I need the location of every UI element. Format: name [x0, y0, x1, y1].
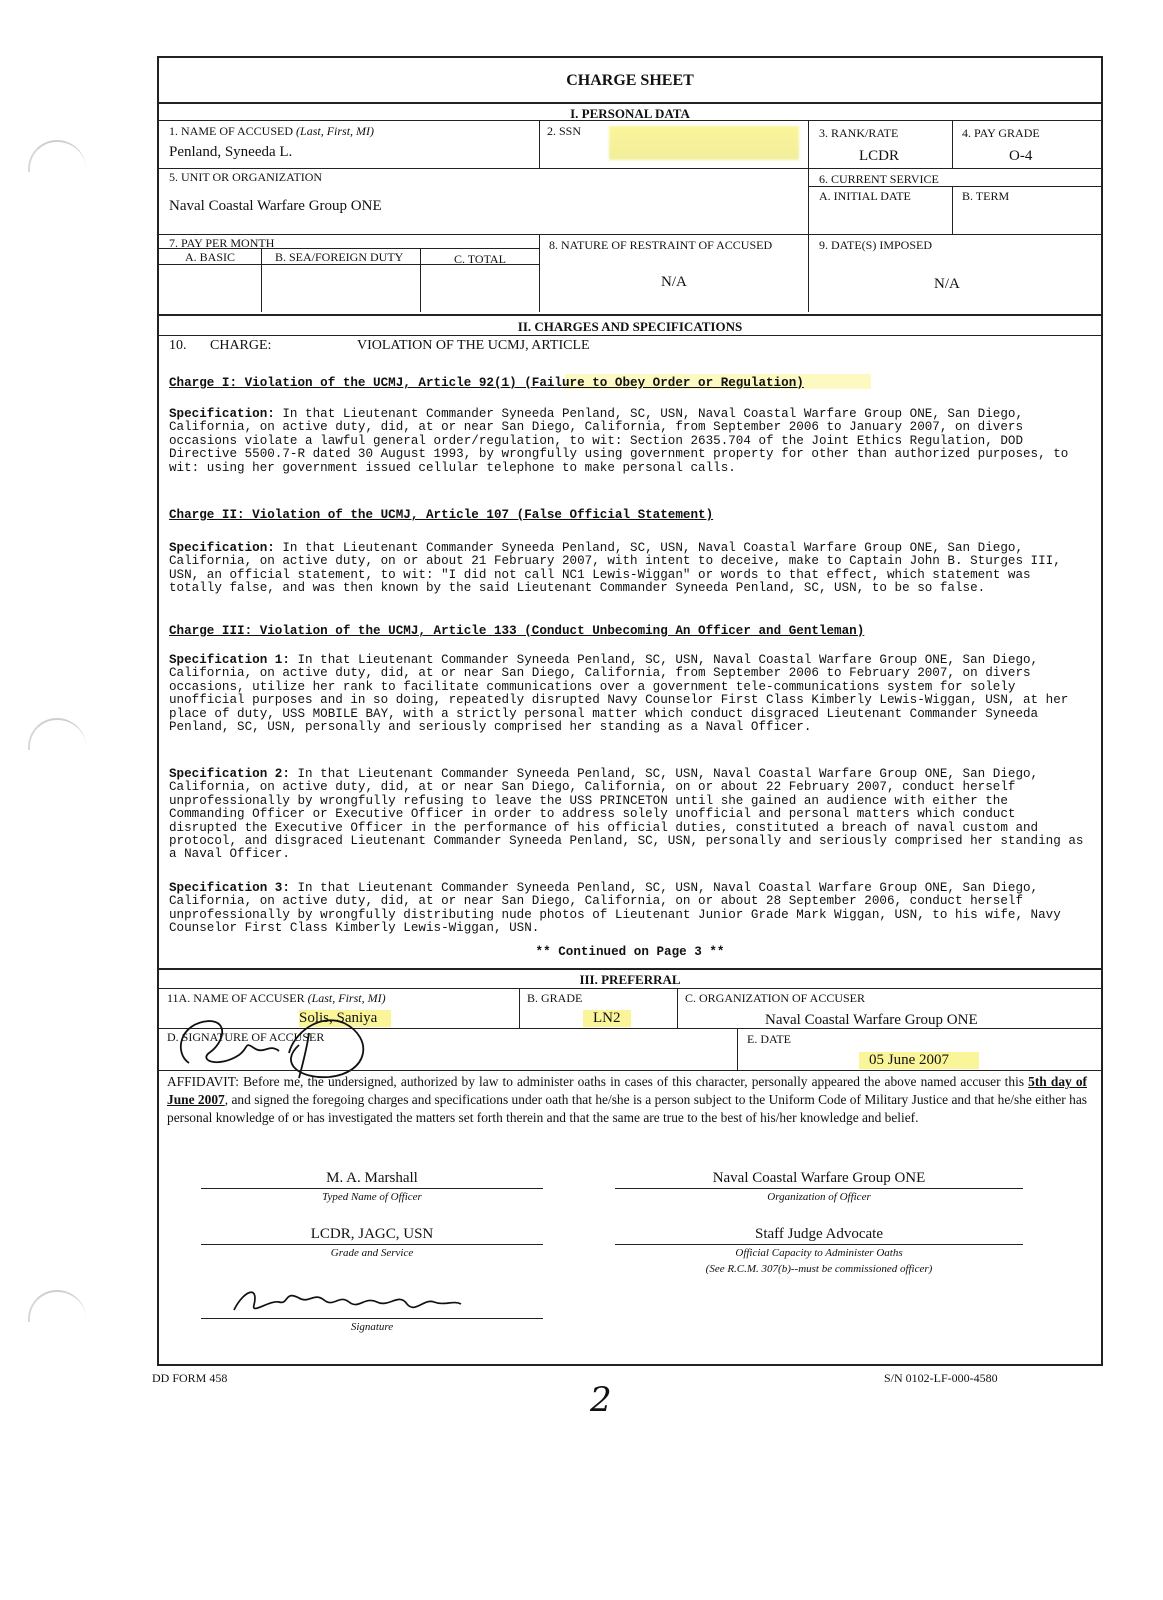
date-label: E. DATE — [747, 1032, 791, 1046]
section-charges-header: II. CHARGES AND SPECIFICATIONS — [517, 319, 743, 334]
dates-imposed-value: N/A — [934, 276, 960, 292]
officer-signature — [229, 1280, 469, 1320]
charge-1-heading: Charge I: Violation of the UCMJ, Article 92(1) (Failure to Obey Order or Regulation) — [169, 376, 804, 390]
binder-hole-3 — [28, 1290, 86, 1322]
charge-3-heading: Charge III: Violation of the UCMJ, Article 133 (Conduct Unbecoming An Officer and Gentleman) — [169, 624, 865, 638]
charge-3-spec-1: Specification 1: In that Lieutenant Commander Syneeda Penland, SC, USN, Naval Coastal Warfare Group ONE, San Diego, California, on active duty, did, at or near San Diego, California, from September 2006 to February 2007, on divers occasions, utilize her rank to facilitate communications over a government tele-communications system for solely unofficial purposes and in so doing, repeatedly disrupted Navy Counselor First Class Kimberly Lewis-Wiggan, USN, at her place of duty, USS MOBILE BAY, with a strictly personal matter which conduct disgraced Lieutenant Commander Syneeda Penland, SC, USN, personally and seriously comprised her standing as a Naval Officer. — [169, 653, 1076, 735]
officer-organization: Naval Coastal Warfare Group ONE — [712, 1170, 926, 1186]
affidavit-text: AFFIDAVIT: Before me, the undersigned, authorized by law to administer oaths in cases of this character, personally appeared the above named accuser this 5th day of June 2007, and signed the foregoing charges and specifications under oath that he/she is a person subject to the Uniform Code of Military Justice and that he/she either has personal knowledge of or has investigated the matters set forth therein and that the same are true to the best of his/her knowledge and belief. — [167, 1074, 1087, 1125]
pay-per-month-label: 7. PAY PER MONTH — [169, 236, 275, 250]
date-value: 05 June 2007 — [859, 1052, 979, 1069]
rank-value: LCDR — [859, 148, 900, 164]
officer-grade: LCDR, JAGC, USN — [310, 1226, 434, 1242]
officer-capacity-note: (See R.C.M. 307(b)--must be commissioned officer) — [705, 1263, 933, 1275]
section-preferral-header: III. PREFERRAL — [579, 972, 681, 987]
officer-capacity: Staff Judge Advocate — [754, 1226, 884, 1242]
restraint-label: 8. NATURE OF RESTRAINT OF ACCUSED — [549, 238, 773, 252]
officer-capacity-caption: Official Capacity to Administer Oaths — [735, 1247, 903, 1259]
charge-2-specification: Specification: In that Lieutenant Commander Syneeda Penland, SC, USN, Naval Coastal Warfare Group ONE, San Diego, California, on active duty, on or about 21 February 2007, with intent to deceive, make to Captain John B. Sturges III, USN, an official statement, to wit: "I did not call NC1 Lewis-Wiggan" or words to that effect, which statement was totally false, and was then known by the said Lieutenant Commander Syneeda Penland, SC, USN, to be so false. — [169, 541, 1069, 596]
signature-caption: Signature — [350, 1321, 394, 1333]
name-of-accused-label: 1. NAME OF ACCUSED (Last, First, MI) — [169, 124, 375, 138]
restraint-value: N/A — [661, 274, 687, 290]
ssn-redacted — [609, 126, 799, 160]
serial-number: S/N 0102-LF-000-4580 — [884, 1371, 998, 1385]
unit-label: 5. UNIT OR ORGANIZATION — [169, 170, 323, 184]
rank-label: 3. RANK/RATE — [819, 126, 899, 140]
accuser-name-label: 11A. NAME OF ACCUSER (Last, First, MI) — [167, 991, 386, 1005]
form-number: DD FORM 458 — [152, 1371, 228, 1385]
page-number: 2 — [590, 1380, 612, 1420]
grade-label: B. GRADE — [527, 991, 583, 1005]
pay-grade-label: 4. PAY GRADE — [962, 126, 1040, 140]
officer-name-caption: Typed Name of Officer — [322, 1191, 422, 1203]
total-pay-label: C. TOTAL — [454, 252, 506, 266]
charge-3-spec-3: Specification 3: In that Lieutenant Commander Syneeda Penland, SC, USN, Naval Coastal Warfare Group ONE, San Diego, California, on active duty, did, at or near San Diego, California, on or about 28 September 2006, conduct herself unprofessionally by wrongfully distributing nude photos of Lieutenant Junior Grade Mark Wiggan, USN, to his wife, Navy Counselor First Class Kimberly Lewis-Wiggan, USN. — [169, 881, 1069, 936]
accuser-org-label: C. ORGANIZATION OF ACCUSER — [685, 991, 866, 1005]
binder-hole-1 — [28, 140, 86, 172]
charge-3-spec-2: Specification 2: In that Lieutenant Commander Syneeda Penland, SC, USN, Naval Coastal Warfare Group ONE, San Diego, California, on active duty, did, at or near San Diego, California, on or about 22 February 2007, conduct herself unprofessionally by wrongfully refusing to leave the USS PRINCETON until she gained an audience with either the Commanding Officer or Executive Officer in order to address solely unofficial and personal matters which conduct disrupted the Executive Officer in the performance of his official duties, constituted a breach of naval custom and protocol, and disgraced Lieutenant Commander Syneeda Penland, SC, USN, personally and seriously comprised her standing as a Naval Officer. — [169, 767, 1092, 862]
accuser-signature-label: D. SIGNATURE OF ACCUSER — [167, 1030, 325, 1044]
charge-line: 10. CHARGE: VIOLATION OF THE UCMJ, ARTICLE — [169, 338, 590, 353]
basic-pay-label: A. BASIC — [185, 250, 236, 264]
unit-value: Naval Coastal Warfare Group ONE — [169, 198, 382, 214]
accuser-name-value: Solis, Saniya — [299, 1010, 391, 1027]
charge-1-specification: Specification: In that Lieutenant Commander Syneeda Penland, SC, USN, Naval Coastal Warfare Group ONE, San Diego, California, on active duty, did, at or near San Diego, California, from September 2006 to January 2007, on divers occasions violate a lawful general order/regulation, to wit: Section 2635.704 of the Joint Ethics Regulation, DOD Directive 5500.7-R dated 30 August 1993, by wrongfully using government property for other than authorized purposes, to wit: using her government issued cellular telephone to make personal calls. — [169, 407, 1076, 475]
section-personal-data-header: I. PERSONAL DATA — [570, 106, 690, 121]
term-label: B. TERM — [962, 189, 1010, 203]
current-service-label: 6. CURRENT SERVICE — [819, 172, 939, 186]
binder-hole-2 — [28, 718, 86, 750]
grade-value: LN2 — [583, 1010, 631, 1027]
initial-date-label: A. INITIAL DATE — [819, 189, 911, 203]
officer-grade-caption: Grade and Service — [330, 1247, 414, 1259]
sea-duty-label: B. SEA/FOREIGN DUTY — [275, 250, 404, 264]
charge-sheet-form — [157, 56, 1103, 1366]
form-title: CHARGE SHEET — [566, 72, 694, 89]
name-of-accused-value: Penland, Syneeda L. — [169, 144, 293, 160]
accuser-org-value: Naval Coastal Warfare Group ONE — [765, 1012, 978, 1028]
officer-name: M. A. Marshall — [326, 1170, 418, 1186]
pay-grade-value: O-4 — [1009, 148, 1033, 164]
ssn-label: 2. SSN — [547, 124, 582, 138]
dates-imposed-label: 9. DATE(S) IMPOSED — [819, 238, 933, 252]
officer-organization-caption: Organization of Officer — [767, 1191, 871, 1203]
charge-2-heading: Charge II: Violation of the UCMJ, Article 107 (False Official Statement) — [169, 508, 714, 522]
continued-notice: ** Continued on Page 3 ** — [535, 945, 725, 959]
